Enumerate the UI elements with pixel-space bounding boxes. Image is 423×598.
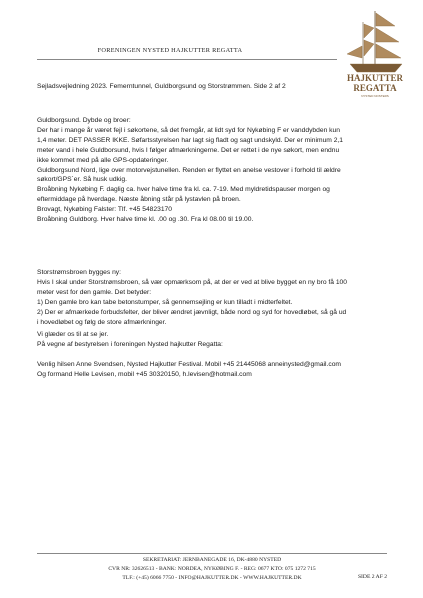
section-heading: Guldborgsund. Dybde og broer: <box>37 117 131 124</box>
paragraph-line: meter vand i hele Guldborsund, hvis I følger afmærkningerne. Det er rettet i de nye søkort, men endnu <box>37 146 340 154</box>
paragraph-line: Hvis I skal under Storstrømsbroen, så vær opmærksom på, at der er ved at blive bygget en ny bro få 100 <box>37 278 347 286</box>
footer-divider <box>37 553 387 554</box>
ship-logo-icon <box>345 8 405 100</box>
signature-line: Venlig hilsen Anne Svendsen, Nysted Hajkutter Festival. Mobil +45 21445068 anneinysted@gmail.com <box>37 360 342 368</box>
header-divider <box>37 59 337 60</box>
paragraph-line: 1) Den gamle bro kan tabe betonstumper, så gennemsejling er kun tilladt i midterfeltet. <box>37 298 293 306</box>
closing-line: På vegne af bestyrelsen i foreningen Nysted hajkutter Regatta: <box>37 340 223 348</box>
paragraph-line: ikke kommet med på alle GPS-opdateringer. <box>37 156 169 164</box>
paragraph-line: Der har i mange år været fejl i søkortene, så det fremgår, at lidt syd for Nykøbing F er vanddybden kun <box>37 126 340 134</box>
section-storstroemsbroen <box>37 268 347 327</box>
paragraph-line: 1,4 meter. DET PASSER IKKE. Søfartsstyrelsen har lagt sig fladt og sagt undskyld. Der er minimum 2,1 <box>37 136 344 144</box>
page-number: SIDE 2 AF 2 <box>357 574 387 580</box>
footer <box>37 556 387 583</box>
paragraph-line: søkort/GPS´er. Så husk udkig. <box>37 176 127 184</box>
paragraph-line: Broåbning Nykøbing F. daglig ca. hver halve time fra kl. ca. 7-19. Med myldretidspauser morgen og <box>37 186 330 194</box>
footer-address: SEKRETARIAT: JERNBANEGADE 16, DK-4880 NYSTED <box>142 557 282 563</box>
paragraph-line: Brovagt, Nykøbing Falster: Tlf. +45 54823170 <box>37 206 173 214</box>
section-guldborgsund <box>37 116 343 225</box>
closing-block <box>37 330 341 380</box>
letterhead-title: FORENINGEN NYSTED HAJKUTTER REGATTA <box>97 47 243 54</box>
section-heading: Storstrømsbroen bygges ny: <box>37 269 121 276</box>
document-subject: Sejladsvejledning 2023. Femerntunnel, Guldborgsund og Storstrømmen. Side 2 af 2 <box>37 83 286 90</box>
logo-text-1: HAJKUTTER <box>346 73 404 83</box>
logo-text-2: REGATTA <box>353 83 397 93</box>
paragraph-line: meter vest for den gamle. Det betyder: <box>37 288 152 296</box>
logo-text-3: NYSTED NOSTERS <box>361 94 389 98</box>
footer-bank: CVR NR: 32626513 - BANK: NORDEA, NYKØBING F. - REG: 0677 KTO: 075 1272 715 <box>108 565 316 572</box>
paragraph-line: i hovedløbet og følg de store afmærkninger. <box>37 318 167 326</box>
paragraph-line: Broåbning Guldborg. Hver halve time kl. .00 og .30. Fra kl 08.00 til 19.00. <box>37 216 254 224</box>
signature-line: Og formand Helle Levisen, mobil +45 30320150, h.levisen@hotmail.com <box>37 370 252 378</box>
closing-line: Vi glæder os til at se jer. <box>37 331 109 338</box>
paragraph-line: 2) Der er afmærkede forbudsfelter, der bliver ændret jævnligt, både nord og syd for hovedløbet, så gå ud <box>37 308 347 316</box>
paragraph-line: Guldborgsund Nord, lige over motorvejstunellen. Renden er flyttet en anelse vestover i forhold til ældre <box>37 166 341 174</box>
paragraph-line: eftermiddage på hverdage. Næste åbning står på lystavlen på broen. <box>37 196 241 204</box>
footer-contact: TLF.: (+45) 6066 7750 - INFO@HAJKUTTER.DK - WWW.HAJKUTTER.DK <box>122 574 302 581</box>
